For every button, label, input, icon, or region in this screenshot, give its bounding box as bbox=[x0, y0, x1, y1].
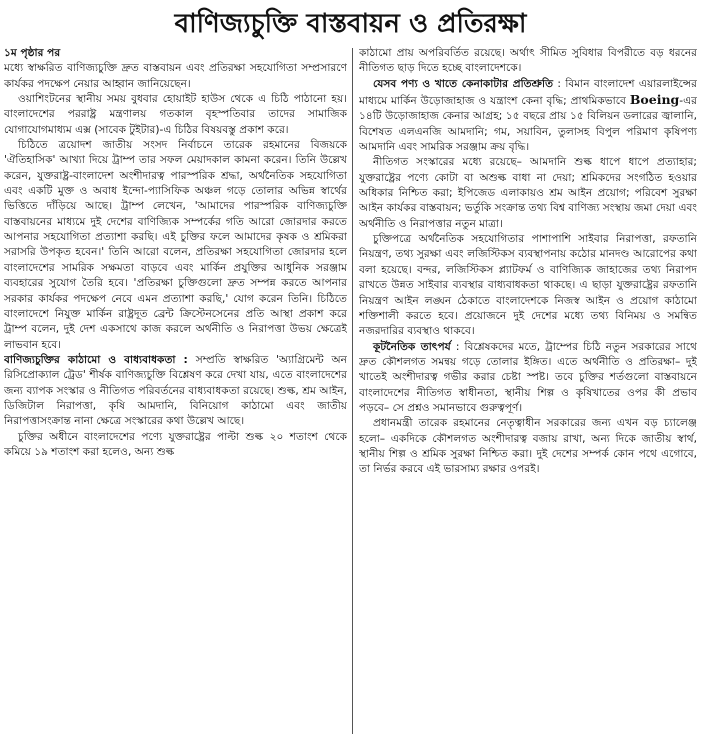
paragraph-text: -এর ১৪টি উড়োজাহাজ কেনার আগ্রহ; ১৫ বছরে প্রায় ১৫ বিলিয়ন ডলারের জ্বালানি, বিশেষত এলএনজি আমদানি; গম, সয়াবিন, তুলাসহ বিপুল পরিমাণ কৃষিপণ্য আমদানি এবং সামরিক সরঞ্জাম ক্রয় বৃদ্ধি। bbox=[359, 95, 697, 154]
paragraph-text: সম্প্রতি স্বাক্ষরিত 'অ্যাগ্রিমেন্ট অন রিসিপ্রোক্যাল ট্রেড' শীর্ষক বাণিজ্যচুক্তি বিশ্লেষণ করে দেখা যায়, এতে বাংলাদেশের জন্য ব্যাপক সংস্কার ও নীতিগত পরিবর্তনের বাধ্যবাধকতা রয়েছে। শুল্ক, শ্রম আইন, ডিজিটাল নিরাপত্তা, কৃষি আমদানি, বিনিয়োগ কাঠামো এবং জাতীয় নিরাপত্তাসংক্রান্ত নানা ক্ষেত্রে সংস্কারের কথা উল্লেখ আছে। bbox=[4, 353, 347, 428]
paragraph: নীতিগত সংস্কারের মধ্যে রয়েছে– আমদানি শুল্ক ধাপে ধাপে প্রত্যাহার; যুক্তরাষ্ট্রের পণ্যে কোটা বা অশুল্ক বাধা না দেয়া; শ্রমিকদের সংগঠিত হওয়ার অধিকার নিশ্চিত করা; ইপিজেড এলাকায়ও শ্রম আইন প্রয়োগ; পরিবেশ সুরক্ষা আইন কার্যকর বাস্তবায়ন; ভর্তুকি সংক্রান্ত তথ্য বিশ্ব বাণিজ্য সংস্থায় জমা দেয়া এবং অর্থনীতি ও নিরাপত্তার নতুন মাত্রা। bbox=[359, 156, 697, 230]
section-title-purchases: যেসব পণ্য ও খাতে কেনাকাটার প্রতিশ্রুতি bbox=[373, 77, 554, 90]
section-paragraph bbox=[359, 340, 697, 417]
paragraph: চিঠিতে ত্রয়োদশ জাতীয় সংসদ নির্বাচনে তারেক রহমানের বিজয়কে 'ঐতিহাসিক' আখ্যা দিয়ে ট্রাম্প তার সফল মেয়াদকাল কামনা করেন। তিনি উল্লেখ করেন, যুক্তরাষ্ট্র-বাংলাদেশ অংশীদারত্ব পারস্পরিক শ্রদ্ধা, অর্থনৈতিক সহযোগিতা এবং একটি মুক্ত ও অবাধ ইন্দো-প্যাসিফিক অঞ্চল গড়ে তোলার অভিন্ন স্বার্থের ভিত্তিতে দাঁড়িয়ে আছে। ট্রাম্প লেখেন, 'আমাদের পারস্পরিক বাণিজ্যচুক্তি বাস্তবায়নের মাধ্যমে দুই দেশের বাণিজ্যিক সম্পর্কের গতি আরো জোরদার করতে আপনার সহযোগিতা প্রত্যাশা করছি। এই চুক্তির ফলে আমাদের কৃষক ও শ্রমিকরা সরাসরি উপকৃত হবেন।' তিনি আরো বলেন, প্রতিরক্ষা সহযোগিতা জোরদার হলে বাংলাদেশের সামরিক সক্ষমতা বাড়বে এবং মার্কিন প্রযুক্তির আধুনিক সরঞ্জাম ব্যবহারের সুযোগ তৈরি হবে। 'প্রতিরক্ষা চুক্তিগুলো দ্রুত সম্পন্ন করতে আপনার সরকার কার্যকর পদক্ষেপ নেবে এমন প্রত্যাশা করছি,' যোগ করেন তিনি। চিঠিতে বাংলাদেশে নিযুক্ত মার্কিন রাষ্ট্রদূত ব্রেন্ট ক্রিস্টেনসেনের প্রতি আস্থা প্রকাশ করে ট্রাম্প বলেন, দুই দেশ একসাথে কাজ করলে অর্থনীতি ও নিরাপত্তা উভয় ক্ষেত্রেই লাভবান হবে। bbox=[4, 139, 347, 351]
column-divider bbox=[352, 48, 353, 734]
paragraph: চুক্তির অধীনে বাংলাদেশের পণ্যে যুক্তরাষ্ট্রের পাল্টা শুল্ক ২০ শতাংশ থেকে কমিয়ে ১৯ শতাংশ করা হলেও, অন্য শুল্ক bbox=[4, 430, 347, 458]
continued-from-label: ১ম পৃষ্ঠার পর bbox=[4, 47, 61, 59]
section-title-diplomatic: কূটনৈতিক তাৎপর্য bbox=[373, 340, 451, 353]
left-column bbox=[4, 46, 347, 734]
paragraph-text: : বিশ্লেষকদের মতে, ট্রাম্পের চিঠি নতুন সরকারের সাথে দ্রুত কৌশলগত সমন্বয় গড়ে তোলার ইঙ্গিত। এতে অর্থনীতি ও প্রতিরক্ষা– দুই খাতেই অংশীদারত্ব গভীর করার চেষ্টা স্পষ্ট। তবে চুক্তির শর্তগুলো বাস্তবায়নে বাংলাদেশের নীতিগত স্বাধীনতা, স্থানীয় শিল্প ও কৃষিখাতের ওপর কী প্রভাব পড়বে– সে প্রশ্নও সমানভাবে গুরুত্বপূর্ণ। bbox=[359, 340, 697, 414]
paragraph-text: : বিমান বাংলাদেশ এয়ারলাইন্সের মাধ্যমে মার্কিন উড়োজাহাজ ও যন্ত্রাংশ কেনা বৃদ্ধি; প্রাথমিকভাবে bbox=[359, 77, 697, 108]
paragraph: প্রধানমন্ত্রী তারেক রহমানের নেতৃত্বাধীন সরকারের জন্য এখন বড় চ্যালেঞ্জ হলো– একদিকে কৌশলগত অংশীদারত্ব বজায় রাখা, অন্য দিকে জাতীয় স্বার্থ, স্থানীয় শিল্প ও শ্রমিক সুরক্ষা নিশ্চিত করা। দুই দেশের সম্পর্ক কোন পথে এগোবে, তা নির্ভর করবে এই ভারসাম্য রক্ষার ওপরই। bbox=[359, 417, 697, 476]
section-paragraph: বাণিজ্যচুক্তির কাঠামো ও বাধ্যবাধকতা : সম্প্রতি স্বাক্ষরিত 'অ্যাগ্রিমেন্ট অন রিসিপ্রোক্যাল ট্রেড' শীর্ষক বাণিজ্যচুক্তি বিশ্লেষণ করে দেখা যায়, এতে বাংলাদেশের জন্য ব্যাপক সংস্কার ও নীতিগত পরিবর্তনের বাধ্যবাধকতা রয়েছে। শুল্ক, শ্রম আইন, ডিজিটাল নিরাপত্তা, কৃষি আমদানি, বিনিয়োগ কাঠামো এবং জাতীয় নিরাপত্তাসংক্রান্ত নানা ক্ষেত্রে সংস্কারের কথা উল্লেখ আছে। bbox=[4, 353, 347, 428]
paragraph: মধ্যে স্বাক্ষরিত বাণিজ্যচুক্তি দ্রুত বাস্তবায়ন এবং প্রতিরক্ষা সহযোগিতা সম্প্রসারণে কার্যকর পদক্ষেপ নেয়ার আহ্বান জানিয়েছেন। bbox=[4, 62, 347, 90]
section-paragraph bbox=[359, 77, 697, 156]
paragraph: কাঠামো প্রায় অপরিবর্তিত রয়েছে। অর্থাৎ সীমিত সুবিধার বিপরীতে বড় ধরনের নীতিগত ছাড় দিতে হচ্ছে বাংলাদেশকে। bbox=[359, 47, 697, 75]
right-column bbox=[359, 46, 697, 734]
section-title-framework: বাণিজ্যচুক্তির কাঠামো ও বাধ্যবাধকতা bbox=[4, 353, 176, 366]
boeing-brand: Boeing bbox=[629, 92, 680, 108]
article-headline: বাণিজ্যচুক্তি বাস্তবায়ন ও প্রতিরক্ষা bbox=[174, 9, 527, 39]
paragraph: চুক্তিপত্রে অর্থনৈতিক সহযোগিতার পাশাপাশি সাইবার নিরাপত্তা, রফতানি নিয়ন্ত্রণ, তথ্য সুরক্ষা এবং লজিস্টিকস ব্যবস্থাপনায় কঠোর মানদণ্ড আরোপের কথা বলা হয়েছে। বন্দর, লজিস্টিকস প্ল্যাটফর্ম ও বাণিজ্যিক জাহাজের তথ্য নিরাপদ রাখতে উন্নত সাইবার ব্যবস্থার বাধ্যবাধকতা থাকছে। এ ছাড়া যুক্তরাষ্ট্রের রফতানি নিয়ন্ত্রণ আইন লঙ্ঘন ঠেকাতে বাংলাদেশকে নিজস্ব আইন ও প্রয়োগ কাঠামো শক্তিশালী করতে হবে। প্রয়োজনে দুই দেশের মধ্যে তথ্য বিনিময় ও সমন্বিত নজরদারির ব্যবস্থাও থাকবে। bbox=[359, 233, 697, 338]
paragraph: ওয়াশিংটনের স্থানীয় সময় বুধবার হোয়াইট হাউস থেকে এ চিঠি পাঠানো হয়। বাংলাদেশের পররাষ্ট্র মন্ত্রণালয় গতকাল বৃহস্পতিবার তাদের সামাজিক যোগাযোগমাধ্যম এক্স (সাবেক টুইটার)-এ চিঠির বিষয়বস্তু প্রকাশ করে। bbox=[4, 93, 347, 136]
